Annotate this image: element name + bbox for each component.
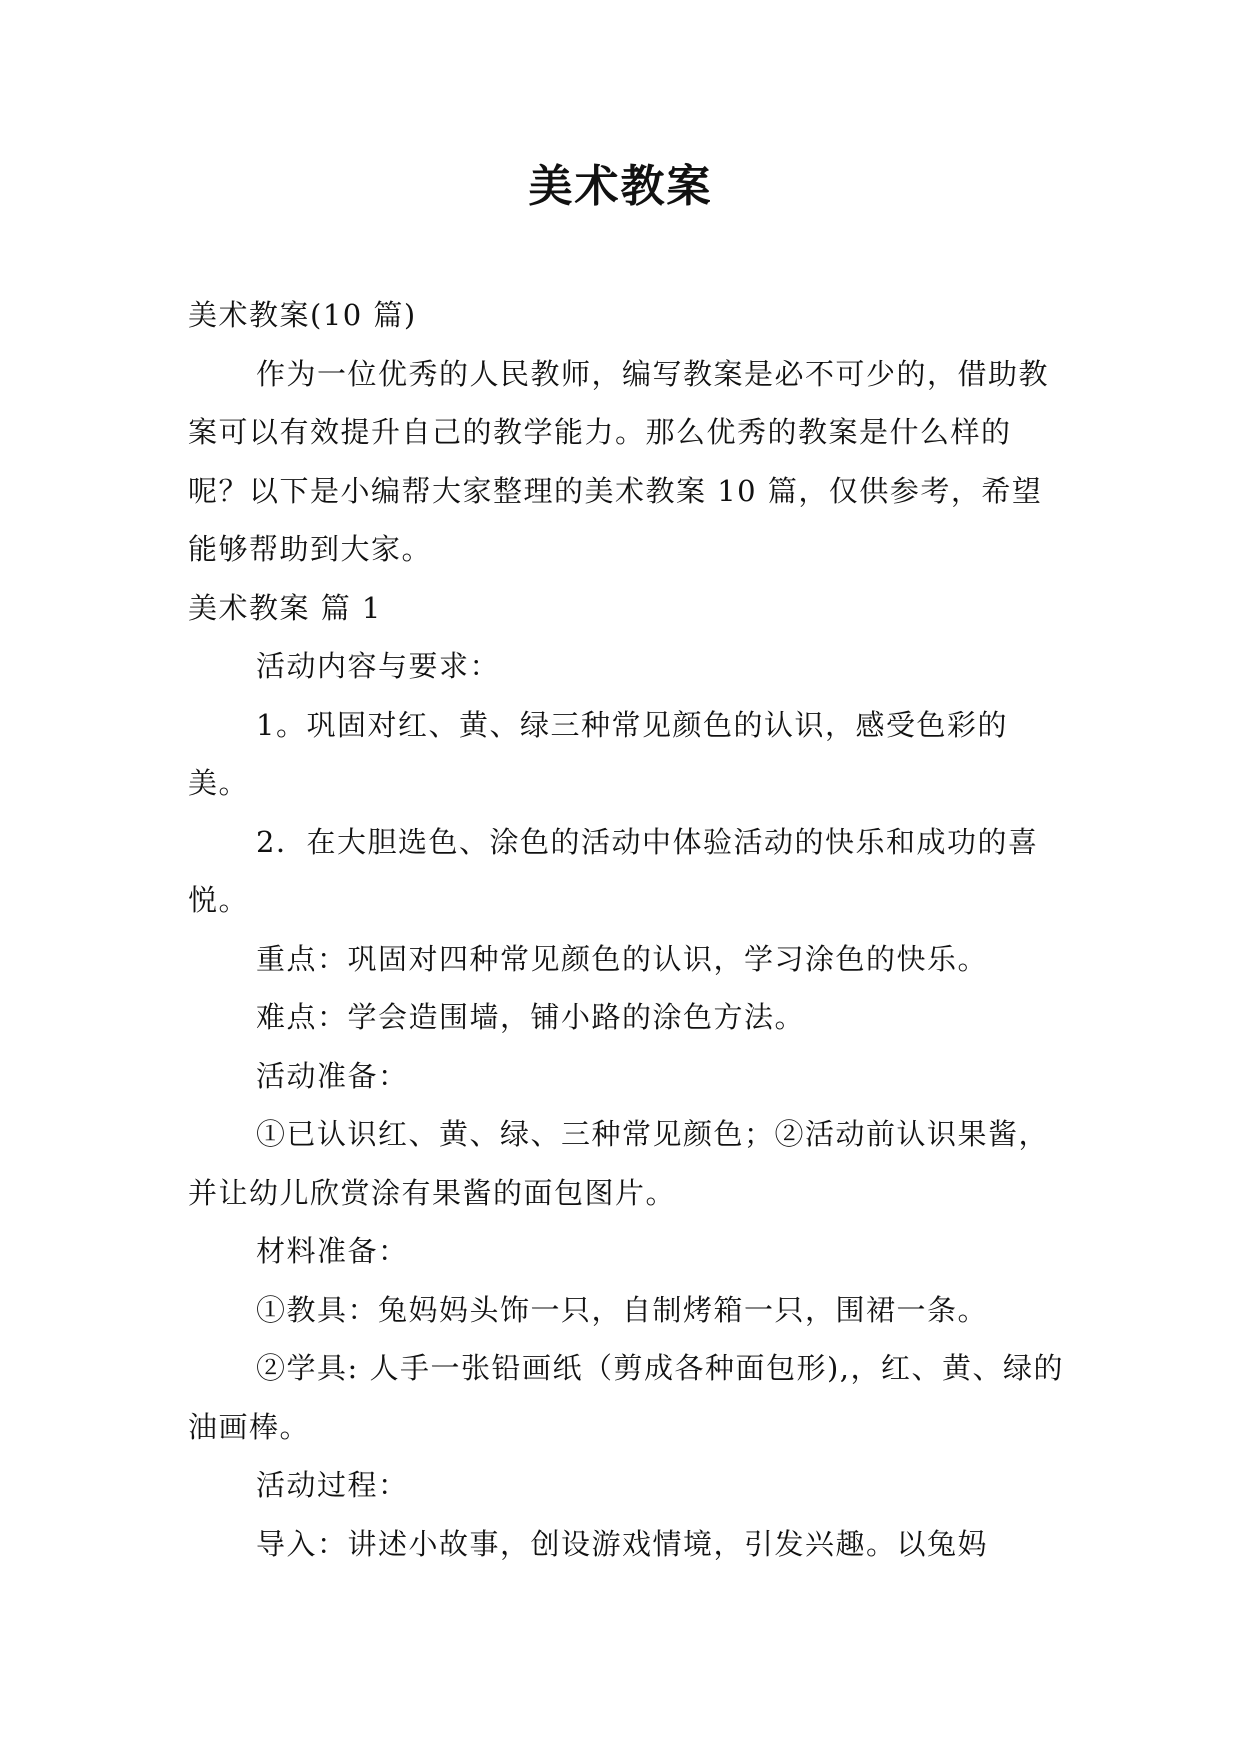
- material-student-paragraph: ②学具: 人手一张铅画纸（剪成各种面包形),，红、黄、绿的油画棒。: [188, 1351, 1065, 1444]
- activity-prep-paragraph: ①已认识红、黄、绿、三种常见颜色；②活动前认识果酱，并让幼儿欣赏涂有果酱的面包图片。: [188, 1117, 1050, 1210]
- goal-1-paragraph: 1。巩固对红、黄、绿三种常见颜色的认识，感受色彩的美。: [188, 707, 1008, 800]
- intro-step-line: 导入：讲述小故事，创设游戏情境，引发兴趣。以兔妈: [256, 1526, 989, 1561]
- difficulty-line: 难点：学会造围墙，铺小路的涂色方法。: [256, 1000, 806, 1034]
- intro-paragraph: 作为一位优秀的人民教师，编写教案是必不可少的，借助教案可以有效提升自己的教学能力。那么优秀的教案是什么样的呢？以下是小编帮大家整理的美术教案 10 篇，仅供参考，希望能够帮助到大家。: [188, 356, 1050, 566]
- document-subtitle: 美术教案(10 篇): [188, 298, 417, 332]
- section-heading: 美术教案 篇 1: [188, 590, 382, 625]
- activity-prep-heading: 活动准备：: [256, 1058, 409, 1093]
- document-body: [188, 286, 1068, 1573]
- document-title: 美术教案: [528, 161, 713, 212]
- material-prep-heading: 材料准备：: [256, 1234, 409, 1268]
- material-teacher-line: ①教具：兔妈妈头饰一只，自制烤箱一只，围裙一条。: [256, 1292, 989, 1327]
- activity-content-heading: 活动内容与要求：: [256, 649, 501, 683]
- process-heading: 活动过程：: [256, 1468, 409, 1502]
- key-point-line: 重点：巩固对四种常见颜色的认识，学习涂色的快乐。: [256, 941, 989, 976]
- goal-2-paragraph: 2．在大胆选色、涂色的活动中体验活动的快乐和成功的喜悦。: [188, 824, 1039, 917]
